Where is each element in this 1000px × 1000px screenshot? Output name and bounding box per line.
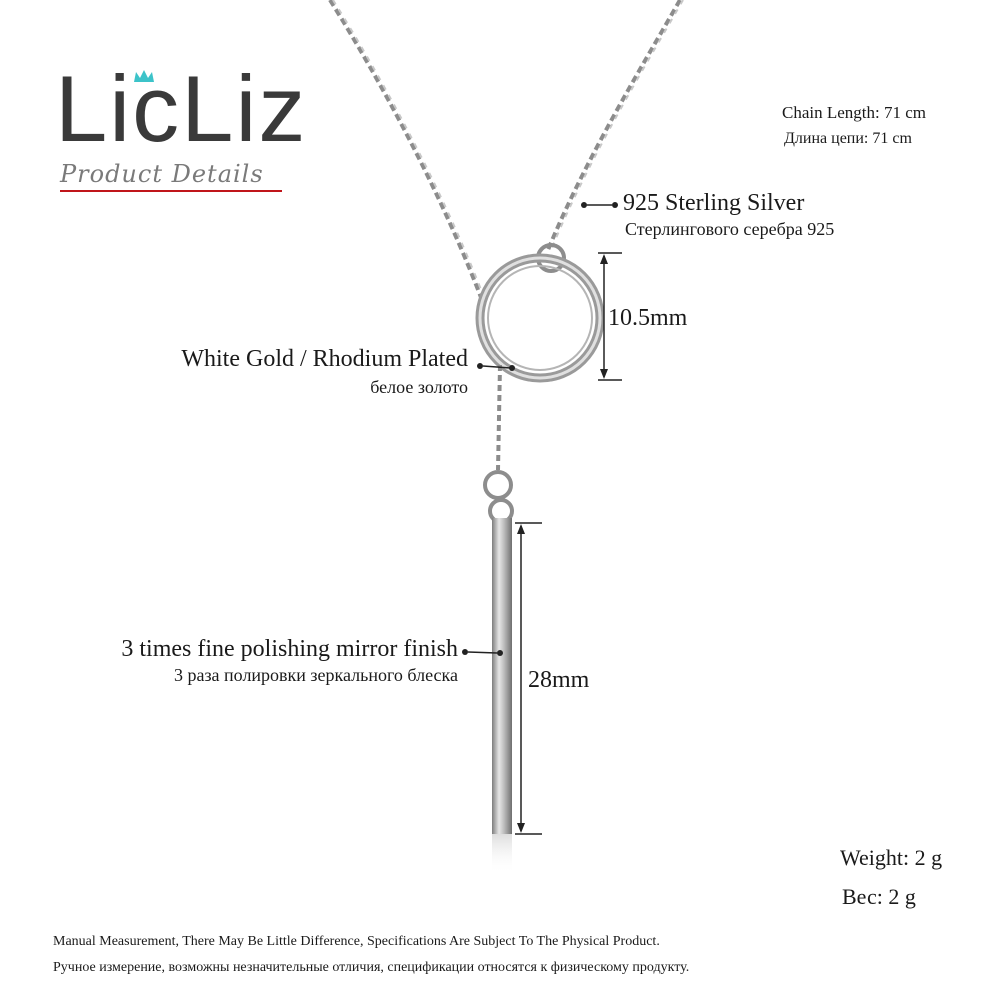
chain-left — [330, 0, 485, 300]
brand-logo: LicLiz — [55, 56, 308, 161]
drop-chain — [498, 365, 500, 470]
plating-label-ru: белое золото — [370, 377, 468, 397]
brand-underline — [60, 190, 282, 192]
bar-dimension-label: 28mm — [528, 667, 590, 693]
plating-label-en: White Gold / Rhodium Plated — [181, 346, 468, 372]
weight-ru: Вес: 2 g — [842, 884, 916, 909]
footer-disclaimer-en: Manual Measurement, There May Be Little Difference, Specifications Are Subject To The Physical Product. — [53, 934, 660, 949]
weight-en: Weight: 2 g — [840, 845, 943, 870]
chain-length-ru: Длина цепи: 71 cm — [784, 130, 912, 147]
finish-label-ru: 3 раза полировки зеркального блеска — [173, 665, 458, 685]
bar-pendant — [492, 518, 512, 834]
ring-dimension-label: 10.5mm — [608, 305, 688, 331]
bar-ring — [485, 472, 511, 498]
finish-label-en: 3 times fine polishing mirror finish — [121, 636, 458, 662]
brand-subtitle: Product Details — [60, 160, 264, 188]
material-label-ru: Стерлингового серебра 925 — [625, 219, 835, 239]
chain-length-en: Chain Length: 71 cm — [782, 103, 927, 122]
material-label-en: 925 Sterling Silver — [623, 190, 805, 216]
footer-disclaimer-ru: Ручное измерение, возможны незначительные отличия, спецификации относятся к физическому продукту. — [53, 960, 690, 975]
ring-pendant — [480, 258, 600, 378]
bar-reflection — [492, 834, 512, 874]
callout-dots — [462, 202, 618, 656]
